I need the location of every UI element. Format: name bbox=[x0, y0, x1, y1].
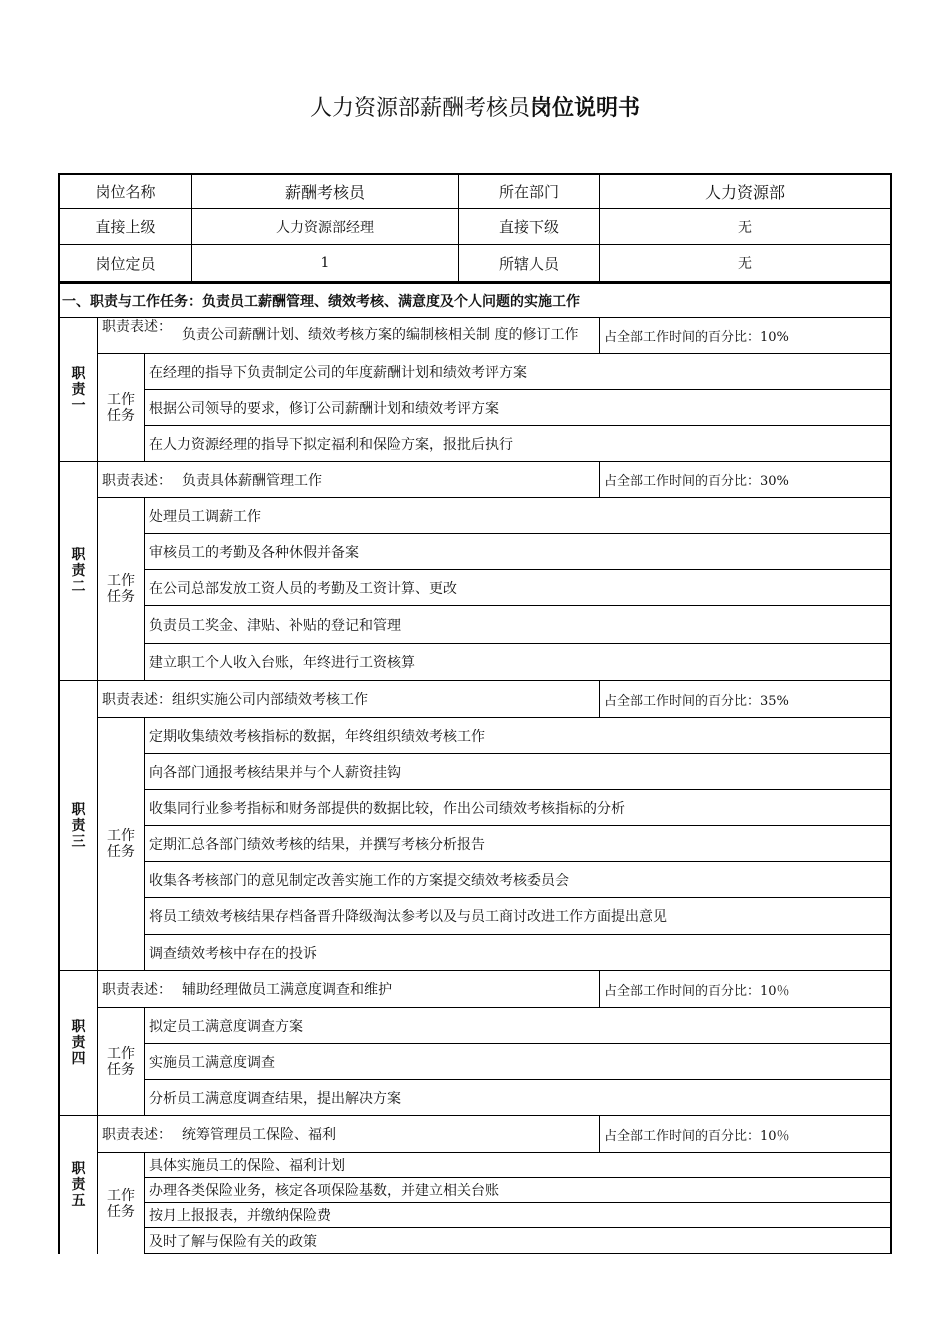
duty-3-task-3: 收集同行业参考指标和财务部提供的数据比较，作出公司绩效考核指标的分析 bbox=[144, 789, 892, 826]
headcount-value: 1 bbox=[191, 244, 459, 282]
duty-5-task-1: 具体实施员工的保险、福利计划 bbox=[144, 1152, 892, 1178]
duty-5-task-2: 办理各类保险业务，核定各项保险基数，并建立相关台账 bbox=[144, 1177, 892, 1203]
position-value: 薪酬考核员 bbox=[191, 173, 459, 209]
duty-4-task-label: 工作 任务 bbox=[97, 1007, 145, 1116]
duty-3-percent: 占全部工作时间的百分比：35% bbox=[599, 680, 892, 718]
duty-1-task-label: 工作 任务 bbox=[97, 353, 145, 462]
duty-4-task-3: 分析员工满意度调查结果，提出解决方案 bbox=[144, 1079, 892, 1116]
duty-1-percent: 占全部工作时间的百分比：10% bbox=[599, 317, 892, 354]
duty-4-desc: 职责表述： 辅助经理做员工满意度调查和维护 bbox=[97, 970, 600, 1008]
duty-2-task-4: 负责员工奖金、津贴、补贴的登记和管理 bbox=[144, 605, 892, 644]
superior-value: 人力资源部经理 bbox=[191, 208, 459, 245]
duty-1-task-2: 根据公司领导的要求，修订公司薪酬计划和绩效考评方案 bbox=[144, 389, 892, 426]
label-dept: 所在部门 bbox=[458, 173, 600, 209]
duty-3-task-6: 将员工绩效考核结果存档备晋升降级淘汰参考以及与员工商讨改进工作方面提出意见 bbox=[144, 897, 892, 935]
subordinate-value: 无 bbox=[599, 208, 892, 245]
duty-2-label: 职 责 二 bbox=[58, 461, 98, 681]
label-superior: 直接上级 bbox=[58, 208, 192, 245]
title-main: 人力资源部薪酬考核员 bbox=[309, 96, 530, 121]
duty-2-task-3: 在公司总部发放工资人员的考勤及工资计算、更改 bbox=[144, 569, 892, 606]
duty-5-task-3: 按月上报报表，并缴纳保险费 bbox=[144, 1202, 892, 1228]
duty-3-desc: 职责表述： 组织实施公司内部绩效考核工作 bbox=[97, 680, 600, 718]
duty-1-label: 职 责 一 bbox=[58, 317, 98, 462]
duty-4-label: 职 责 四 bbox=[58, 970, 98, 1116]
duty-3-task-5: 收集各考核部门的意见制定改善实施工作的方案提交绩效考核委员会 bbox=[144, 861, 892, 898]
duty-3-task-4: 定期汇总各部门绩效考核的结果，并撰写考核分析报告 bbox=[144, 825, 892, 862]
duty-3-task-label: 工作 任务 bbox=[97, 717, 145, 971]
duty-2-desc: 职责表述： 负责具体薪酬管理工作 bbox=[97, 461, 600, 498]
duty-4-task-1: 拟定员工满意度调查方案 bbox=[144, 1007, 892, 1044]
duty-5-label: 职 责 五 bbox=[58, 1115, 98, 1254]
section-header: 一、职责与工作任务：负责员工薪酬管理、绩效考核、满意度及个人问题的实施工作 bbox=[58, 282, 892, 318]
duty-2-task-label: 工作 任务 bbox=[97, 497, 145, 681]
duty-4-task-2: 实施员工满意度调查 bbox=[144, 1043, 892, 1080]
duty-1-task-3: 在人力资源经理的指导下拟定福利和保险方案，报批后执行 bbox=[144, 425, 892, 462]
label-position: 岗位名称 bbox=[58, 173, 192, 209]
duty-3-task-1: 定期收集绩效考核指标的数据，年终组织绩效考核工作 bbox=[144, 717, 892, 754]
dept-value: 人力资源部 bbox=[599, 173, 892, 209]
label-headcount: 岗位定员 bbox=[58, 244, 192, 282]
duty-3-label: 职 责 三 bbox=[58, 680, 98, 971]
duty-1-desc: 职责表述： 负责公司薪酬计划、绩效考核方案的编制核相关制 度的修订工作 bbox=[97, 317, 600, 354]
duty-2-percent: 占全部工作时间的百分比：30% bbox=[599, 461, 892, 498]
duty-2-task-5: 建立职工个人收入台账，年终进行工资核算 bbox=[144, 643, 892, 681]
duty-5-task-label: 工作 任务 bbox=[97, 1152, 145, 1254]
duty-2-task-1: 处理员工调薪工作 bbox=[144, 497, 892, 534]
staff-value: 无 bbox=[599, 244, 892, 282]
duty-4-percent: 占全部工作时间的百分比：10％ bbox=[599, 970, 892, 1008]
duty-2-task-2: 审核员工的考勤及各种休假并备案 bbox=[144, 533, 892, 570]
duty-5-task-4: 及时了解与保险有关的政策 bbox=[144, 1227, 892, 1254]
duty-5-percent: 占全部工作时间的百分比：10％ bbox=[599, 1115, 892, 1153]
page-title bbox=[0, 91, 950, 122]
duty-3-task-7: 调查绩效考核中存在的投诉 bbox=[144, 934, 892, 971]
duty-1-task-1: 在经理的指导下负责制定公司的年度薪酬计划和绩效考评方案 bbox=[144, 353, 892, 390]
duty-3-task-2: 向各部门通报考核结果并与个人薪资挂钩 bbox=[144, 753, 892, 790]
duty-5-desc: 职责表述： 统筹管理员工保险、福利 bbox=[97, 1115, 600, 1153]
label-staff: 所辖人员 bbox=[458, 244, 600, 282]
label-subordinate: 直接下级 bbox=[458, 208, 600, 245]
title-bold: 岗位说明书 bbox=[530, 96, 641, 121]
